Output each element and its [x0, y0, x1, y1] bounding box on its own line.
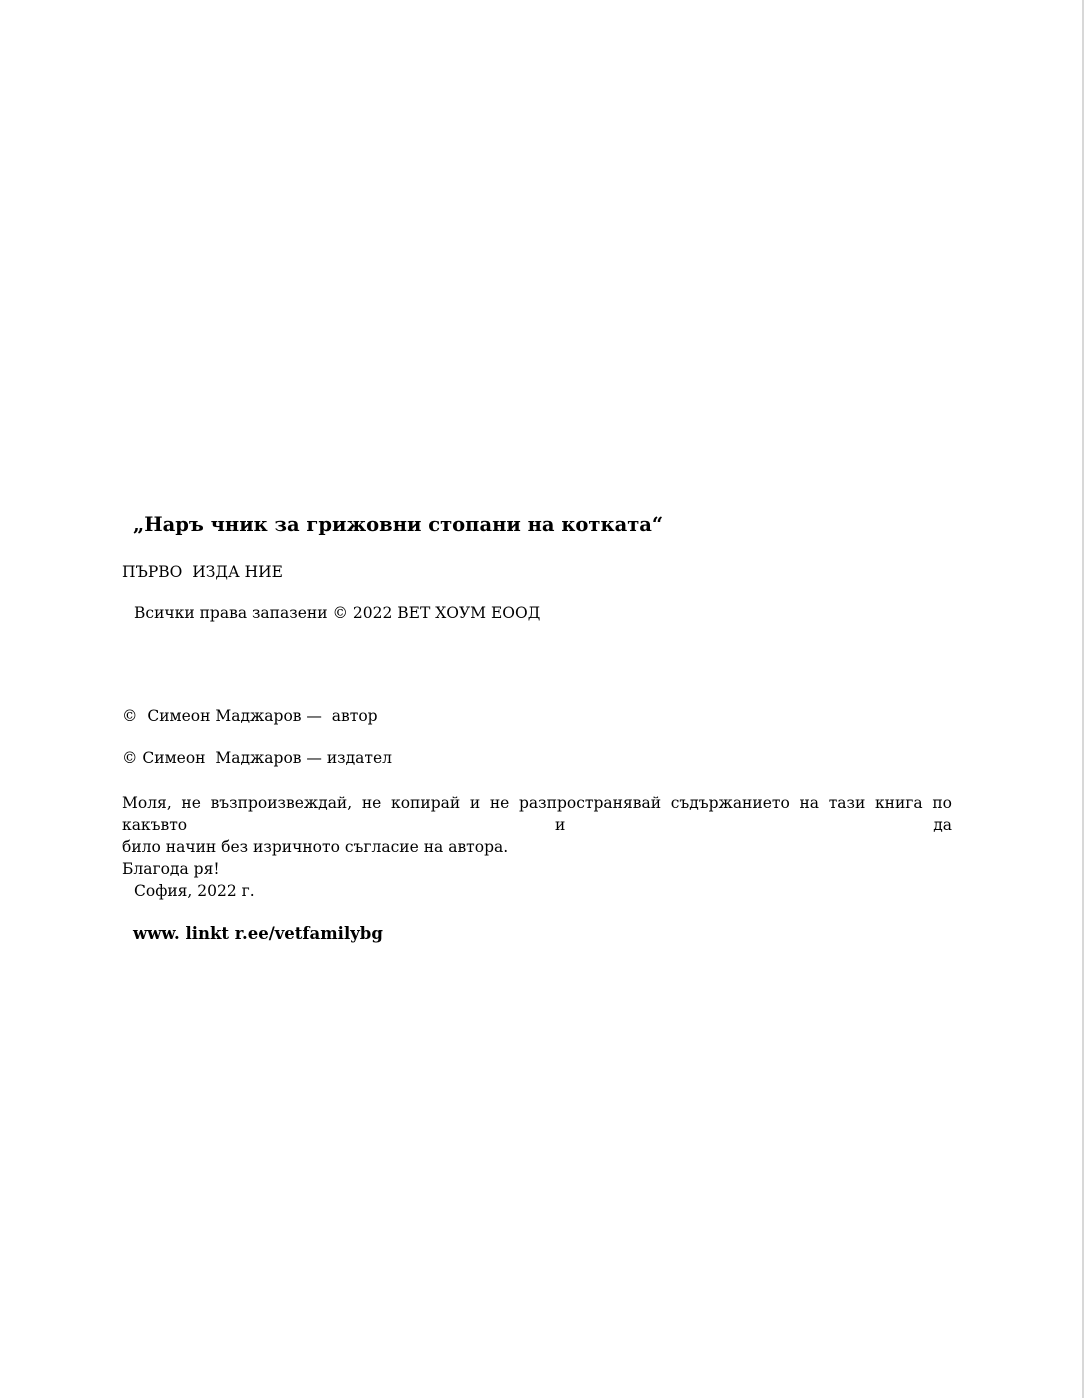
notice-line: Моля, не възпроизвеждай, не копирай и не разпространявай съдържанието на тази книга по какъвто и да [122, 794, 952, 834]
notice-line: било начин без изричното съгласие на автора. [122, 838, 509, 856]
reproduction-notice [122, 792, 952, 880]
edition-label: ПЪРВО ИЗДА НИЕ [122, 563, 284, 581]
place-and-year: София, 2022 г. [134, 882, 255, 900]
website-link[interactable]: www. linkt r.ee/vetfamilybg [133, 924, 383, 943]
notice-thanks: Благода ря! [122, 860, 220, 878]
publisher-credit: © Симеон Маджаров — издател [122, 749, 393, 767]
copyright-rights: Всички права запазени © 2022 ВЕТ ХОУМ ЕООД [134, 604, 541, 622]
author-credit: © Симеон Маджаров — автор [122, 707, 378, 725]
book-title: „Наръ чник за грижовни стопани на котката“ [133, 513, 664, 536]
